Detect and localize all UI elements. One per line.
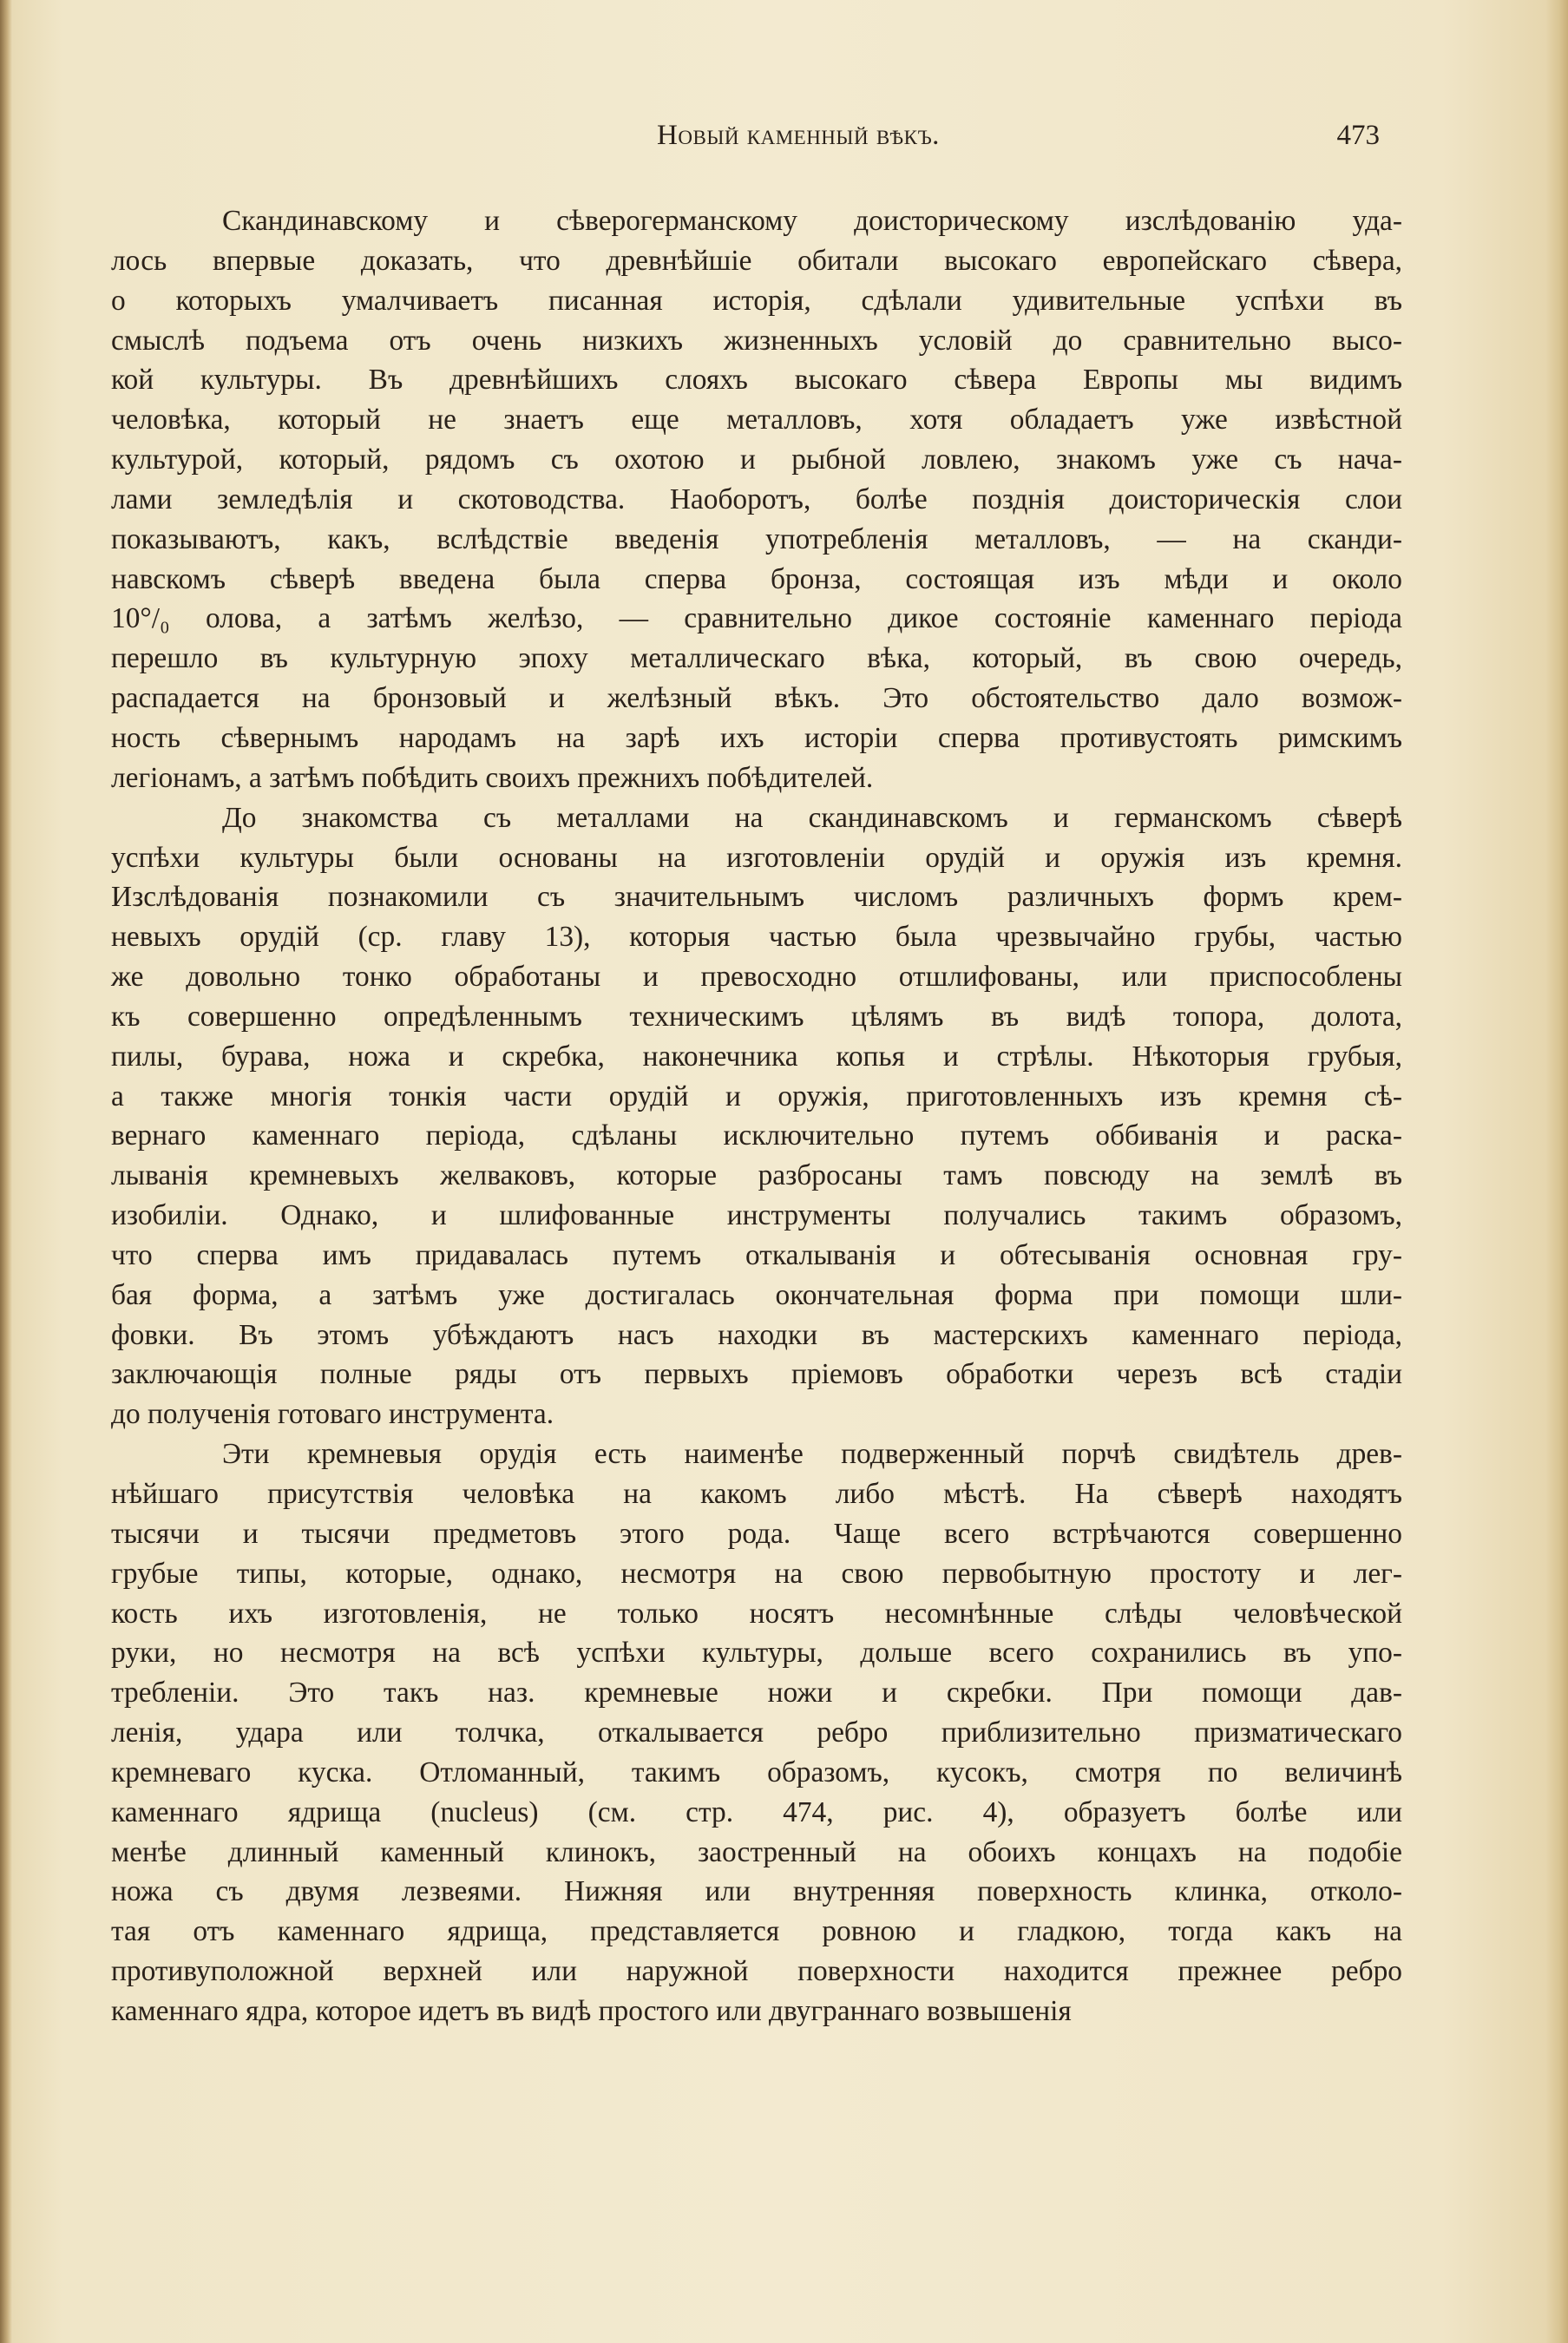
text-line: бая форма, а затѣмъ уже достигалась окончательная форма при помощи шли- bbox=[111, 1278, 1402, 1311]
text-line: до полученія готоваго инструмента. bbox=[111, 1398, 554, 1431]
text-line: Изслѣдованія познакомили съ значительнымъ числомъ различныхъ формъ крем- bbox=[111, 881, 1402, 914]
text-line: До знакомства съ металлами на скандинавскомъ и германскомъ сѣверѣ bbox=[222, 801, 1402, 834]
text-line: требленіи. Это такъ наз. кремневые ножи и скребки. При помощи дав- bbox=[111, 1677, 1402, 1710]
text-line: же довольно тонко обработаны и превосходно отшлифованы, или приспособлены bbox=[111, 961, 1402, 994]
text-line: перешло въ культурную эпоху металлическаго вѣка, который, въ свою очередь, bbox=[111, 642, 1402, 675]
text-line: успѣхи культуры были основаны на изготовленіи орудій и оружія изъ кремня. bbox=[111, 841, 1402, 874]
text-line: къ совершенно опредѣленнымъ техническимъ цѣлямъ въ видѣ топора, долота, bbox=[111, 1000, 1402, 1033]
page-number: 473 bbox=[1336, 120, 1380, 151]
text-line: лами земледѣлія и скотоводства. Наоборотъ, болѣе позднія доисторическія слои bbox=[111, 482, 1402, 515]
text-line: лыванія кремневыхъ желваковъ, которые разбросаны тамъ повсюду на землѣ въ bbox=[111, 1159, 1402, 1192]
text-line: лось впервые доказать, что древнѣйшіе обитали высокаго европейскаго сѣвера, bbox=[111, 244, 1402, 277]
text-line: распадается на бронзовый и желѣзный вѣкъ. Это обстоятельство дало возмож- bbox=[111, 682, 1402, 715]
text-line: ность сѣвернымъ народамъ на зарѣ ихъ исторіи сперва противустоять римскимъ bbox=[111, 721, 1402, 754]
paragraph bbox=[111, 201, 1402, 798]
text-line: невыхъ орудій (ср. главу 13), которыя частью была чрезвычайно грубы, частью bbox=[111, 921, 1402, 954]
text-line: навскомъ сѣверѣ введена была сперва бронза, состоящая изъ мѣди и около bbox=[111, 562, 1402, 595]
text-line: тысячи и тысячи предметовъ этого рода. Чаще всего встрѣчаются совершенно bbox=[111, 1517, 1402, 1550]
text-line: пилы, бурава, ножа и скребка, наконечника копья и стрѣлы. Нѣкоторыя грубыя, bbox=[111, 1040, 1402, 1073]
text-line: ножа съ двумя лезвеями. Нижняя или внутренняя поверхность клинка, отколо- bbox=[111, 1875, 1402, 1908]
paragraph bbox=[111, 1434, 1402, 2031]
text-line: ленія, удара или толчка, откалывается ребро приблизительно призматическаго bbox=[111, 1716, 1402, 1749]
text-line: 10°/₀ олова, а затѣмъ желѣзо, — сравнительно дикое состояніе каменнаго періода bbox=[111, 602, 1402, 635]
text-line: кой культуры. Въ древнѣйшихъ слояхъ высокаго сѣвера Европы мы видимъ bbox=[111, 364, 1402, 397]
text-line: что сперва имъ придавалась путемъ откалыванія и обтесыванія основная гру- bbox=[111, 1238, 1402, 1271]
page-edge-right bbox=[1545, 0, 1568, 2343]
text-line: а также многія тонкія части орудій и оружія, приготовленныхъ изъ кремня сѣ- bbox=[111, 1080, 1402, 1112]
page-header bbox=[217, 120, 1380, 168]
page-edge-left bbox=[0, 0, 12, 2343]
text-line: кость ихъ изготовленія, не только носятъ несомнѣнные слѣды человѣческой bbox=[111, 1597, 1402, 1630]
running-title: Новый каменный вѣкъ. bbox=[657, 120, 940, 151]
text-line: тая отъ каменнаго ядрища, представляется ровною и гладкою, тогда какъ на bbox=[111, 1915, 1402, 1948]
text-line: каменнаго ядра, которое идетъ въ видѣ простого или двуграннаго возвышенія bbox=[111, 1994, 1072, 2027]
text-line: легіонамъ, а затѣмъ побѣдить своихъ прежнихъ побѣдителей. bbox=[111, 761, 874, 794]
body-text bbox=[111, 201, 1402, 2031]
text-line: менѣе длинный каменный клинокъ, заостренный на обоихъ концахъ на подобіе bbox=[111, 1835, 1402, 1868]
text-line: вернаго каменнаго періода, сдѣланы исключительно путемъ оббиванія и раска- bbox=[111, 1119, 1402, 1152]
paragraph bbox=[111, 798, 1402, 1435]
text-line: кремневаго куска. Отломанный, такимъ образомъ, кусокъ, смотря по величинѣ bbox=[111, 1756, 1402, 1788]
text-line: смыслѣ подъема отъ очень низкихъ жизненныхъ условій до сравнительно высо- bbox=[111, 324, 1402, 357]
text-line: руки, но несмотря на всѣ успѣхи культуры, дольше всего сохранились въ упо- bbox=[111, 1637, 1402, 1670]
text-line: заключающія полные ряды отъ первыхъ пріемовъ обработки черезъ всѣ стадіи bbox=[111, 1358, 1402, 1391]
text-line: Эти кремневыя орудія есть наименѣе подверженный порчѣ свидѣтель древ- bbox=[222, 1438, 1402, 1471]
text-line: о которыхъ умалчиваетъ писанная исторія, сдѣлали удивительные успѣхи въ bbox=[111, 284, 1402, 317]
text-line: фовки. Въ этомъ убѣждаютъ насъ находки въ мастерскихъ каменнаго періода, bbox=[111, 1318, 1402, 1351]
text-line: грубые типы, которые, однако, несмотря на свою первобытную простоту и лег- bbox=[111, 1557, 1402, 1590]
text-line: изобиліи. Однако, и шлифованные инструменты получались такимъ образомъ, bbox=[111, 1199, 1402, 1232]
text-line: Скандинавскому и сѣверогерманскому доисторическому изслѣдованію уда- bbox=[222, 205, 1402, 237]
text-line: показываютъ, какъ, вслѣдствіе введенія употребленія металловъ, — на сканди- bbox=[111, 522, 1402, 555]
text-line: противуположной верхней или наружной поверхности находится прежнее ребро bbox=[111, 1955, 1402, 1988]
text-line: культурой, который, рядомъ съ охотою и рыбной ловлею, знакомъ уже съ нача- bbox=[111, 443, 1402, 476]
text-line: нѣйшаго присутствія человѣка на какомъ либо мѣстѣ. На сѣверѣ находятъ bbox=[111, 1478, 1402, 1510]
text-line: каменнаго ядрища (nucleus) (см. стр. 474, рис. 4), образуетъ болѣе или bbox=[111, 1795, 1402, 1828]
text-line: человѣка, который не знаетъ еще металловъ, хотя обладаетъ уже извѣстной bbox=[111, 404, 1402, 436]
